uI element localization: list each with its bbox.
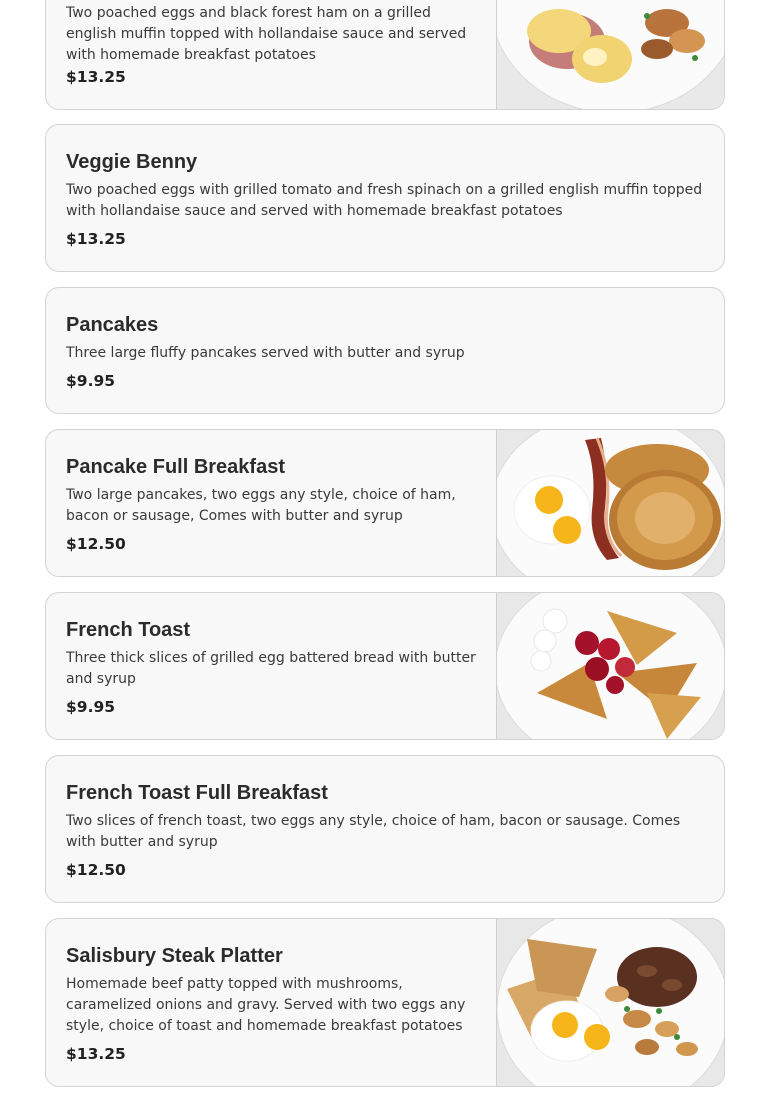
menu-item-price: $12.50 — [66, 535, 126, 553]
menu-item-description: Homemade beef patty topped with mushrooms, caramelized onions and gravy. Served with two eggs any style, choice of toast and homemade breakfast potatoes — [66, 976, 466, 1034]
menu-item-name: Pancake Full Breakfast — [66, 456, 285, 478]
menu-item-card[interactable] — [45, 0, 725, 110]
french-toast-photo — [497, 593, 724, 739]
pancake-breakfast-photo — [497, 430, 724, 576]
menu-item-price: $12.50 — [66, 861, 126, 879]
menu-item-card[interactable] — [45, 592, 725, 740]
menu-item-price: $13.25 — [66, 1045, 126, 1063]
menu-item-price: $9.95 — [66, 372, 116, 390]
salisbury-steak-photo — [497, 919, 724, 1086]
menu-item-photo — [496, 919, 724, 1086]
menu-item-description: Two poached eggs and black forest ham on a grilled english muffin topped with hollandaise sauce and served with homemade breakfast potatoes — [66, 5, 467, 63]
menu-item-photo — [496, 430, 724, 576]
menu-item-photo — [496, 0, 724, 109]
menu-item-name: Pancakes — [66, 314, 159, 336]
menu-item-photo — [496, 593, 724, 739]
menu-item-description: Two poached eggs with grilled tomato and fresh spinach on a grilled english muffin topped with hollandaise sauce and served with homemade breakfast potatoes — [66, 182, 703, 219]
menu-item-description: Two large pancakes, two eggs any style, choice of ham, bacon or sausage, Comes with butter and syrup — [66, 487, 456, 524]
menu-item-name: French Toast — [66, 619, 191, 641]
menu-item-name: Veggie Benny — [66, 151, 198, 173]
menu-item-description: Three large fluffy pancakes served with butter and syrup — [66, 345, 465, 361]
menu-item-price: $13.25 — [66, 230, 126, 248]
menu-item-description: Three thick slices of grilled egg battered bread with butter and syrup — [66, 650, 476, 687]
menu-item-price: $13.25 — [66, 68, 126, 86]
menu-item-card[interactable] — [45, 429, 725, 577]
eggs-benedict-photo — [497, 0, 724, 109]
menu-item-name: Salisbury Steak Platter — [66, 945, 283, 967]
menu-item-card[interactable] — [45, 287, 725, 414]
menu-item-card[interactable] — [45, 124, 725, 272]
menu-item-price: $9.95 — [66, 698, 116, 716]
menu-item-description: Two slices of french toast, two eggs any style, choice of ham, bacon or sausage. Comes with butter and syrup — [66, 813, 681, 850]
menu-item-name: French Toast Full Breakfast — [66, 782, 328, 804]
menu-item-card[interactable] — [45, 918, 725, 1087]
menu-item-card[interactable] — [45, 755, 725, 903]
